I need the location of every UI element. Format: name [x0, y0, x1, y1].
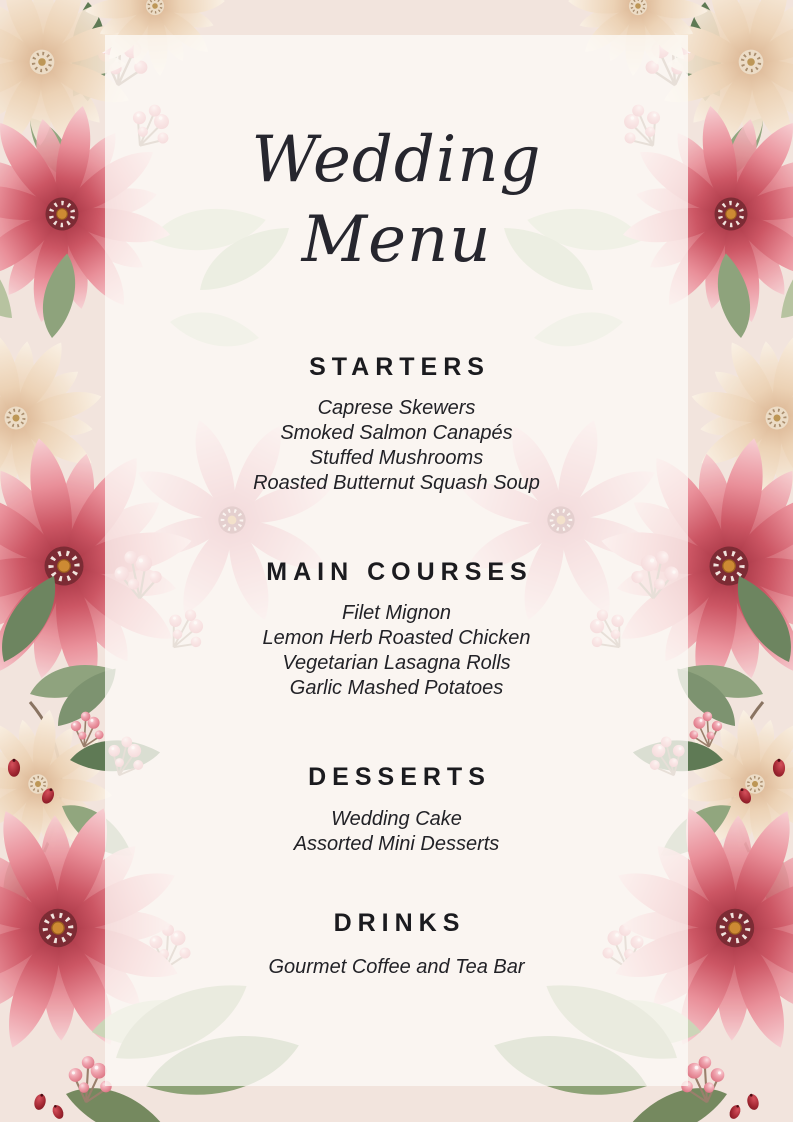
menu-item: Vegetarian Lasagna Rolls [282, 652, 511, 674]
menu-item: Filet Mignon [342, 602, 451, 624]
section-items-main-courses [105, 601, 688, 701]
section-heading-desserts: DESSERTS [308, 763, 491, 791]
menu-item: Roasted Butternut Squash Soup [253, 472, 540, 494]
menu-item: Wedding Cake [331, 808, 462, 830]
menu-title-line2: Menu [301, 203, 492, 277]
menu-title [105, 120, 688, 280]
section-heading-starters: STARTERS [309, 353, 490, 381]
section-items-drinks [105, 955, 688, 980]
menu-item: Stuffed Mushrooms [309, 447, 484, 469]
menu-item: Caprese Skewers [317, 397, 476, 419]
menu-item: Gourmet Coffee and Tea Bar [268, 956, 525, 978]
section-items-starters [105, 396, 688, 496]
menu-item: Smoked Salmon Canapés [280, 422, 513, 444]
section-heading-drinks: DRINKS [333, 909, 466, 937]
menu-title-line1: Wedding [251, 123, 542, 197]
menu-item: Garlic Mashed Potatoes [289, 677, 504, 699]
menu-item: Lemon Herb Roasted Chicken [262, 627, 531, 649]
menu-item: Assorted Mini Desserts [293, 833, 500, 855]
section-heading-main-courses: MAIN COURSES [266, 558, 533, 586]
section-items-desserts [105, 807, 688, 857]
